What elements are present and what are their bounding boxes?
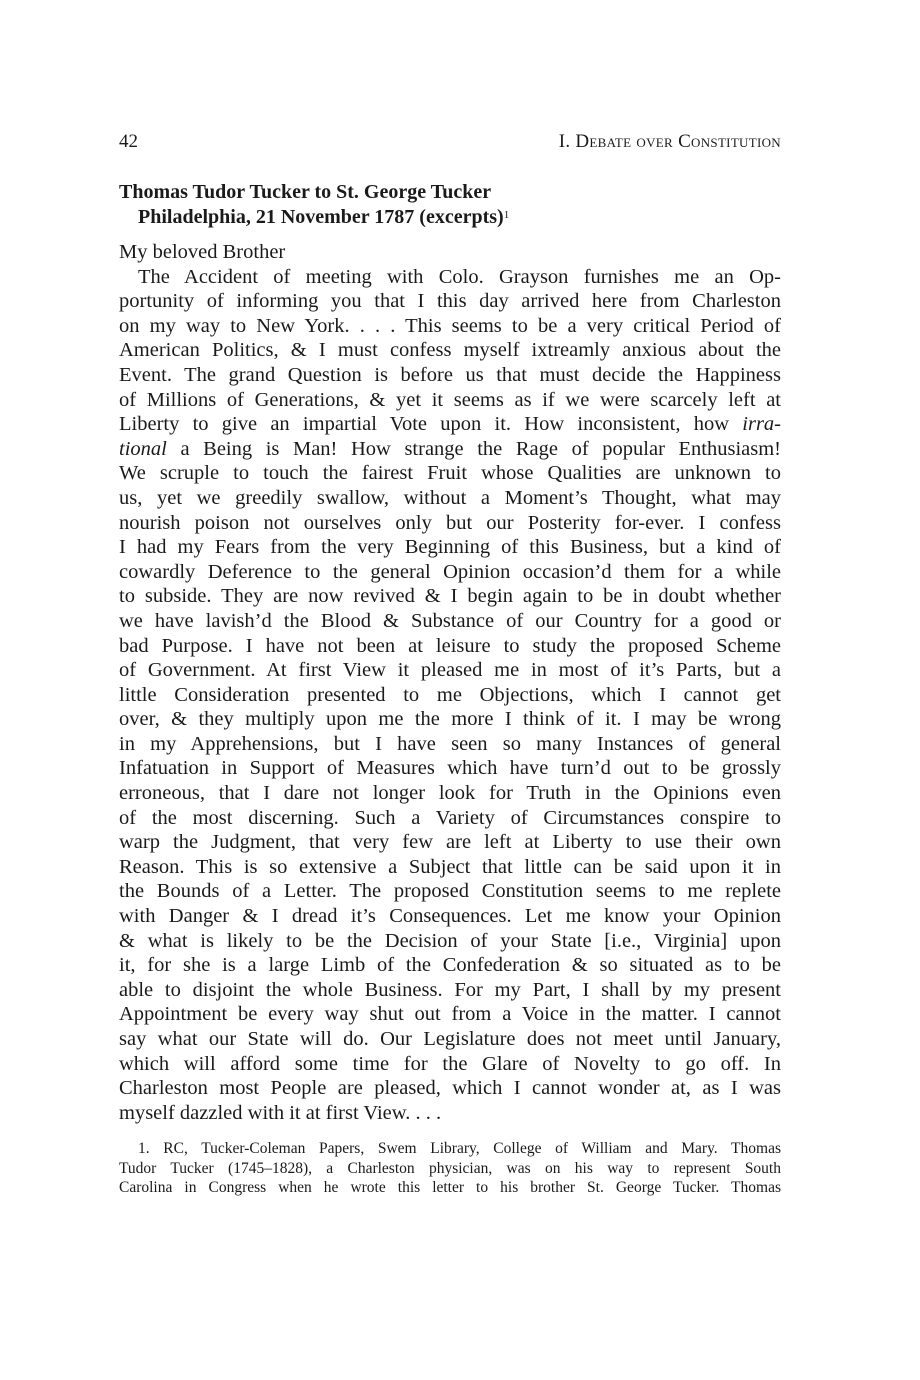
heading-line-2-text: Philadelphia, 21 November 1787 (excerpts) [138, 206, 504, 228]
running-title: I. Debate over Constitution [558, 131, 781, 152]
document-heading [119, 180, 781, 230]
footnote-line: Tudor Tucker (1745–1828), a Charleston physician, was on his way to represent South [119, 1159, 781, 1177]
body-line: portunity of informing you that I this day arrived here from Charleston [119, 290, 781, 313]
body-line: in my Apprehensions, but I have seen so many Instances of general [119, 732, 781, 755]
body-line: able to disjoint the whole Business. For my Part, I shall by my present [119, 978, 781, 1001]
body-line: Appointment be every way shut out from a Voice in the matter. I cannot [119, 1003, 781, 1026]
body-line: warp the Judgment, that very few are left at Liberty to use their own [119, 831, 781, 854]
body-line: the Bounds of a Letter. The proposed Constitution seems to me replete [119, 880, 781, 903]
body-line: The Accident of meeting with Colo. Grayson furnishes me an Op- [138, 265, 781, 288]
body-line: myself dazzled with it at first View. . . . [119, 1101, 442, 1124]
body-line: Event. The grand Question is before us that must decide the Happiness [119, 363, 781, 386]
body-line: with Danger & I dread it’s Consequences. Let me know your Opinion [119, 905, 781, 928]
body-line: & what is likely to be the Decision of your State [i.e., Virginia] upon [119, 929, 781, 952]
footnote-line: Carolina in Congress when he wrote this letter to his brother St. George Tucker. Thomas [119, 1179, 781, 1197]
body-line: Reason. This is so extensive a Subject that little can be said upon it in [119, 855, 781, 878]
body-line: nourish poison not ourselves only but our Posterity for-ever. I confess [119, 511, 781, 534]
body-line: bad Purpose. I have not been at leisure to study the proposed Scheme [119, 634, 781, 657]
letter-body [119, 265, 781, 1126]
body-line: Charleston most People are pleased, which I cannot wonder at, as I was [119, 1077, 781, 1100]
body-line: on my way to New York. . . . This seems to be a very critical Period of [119, 314, 781, 337]
body-line: of the most discerning. Such a Variety of Circumstances conspire to [119, 806, 781, 829]
running-head [119, 130, 781, 154]
body-line: Liberty to give an impartial Vote upon it. How inconsistent, how irra- [119, 413, 781, 436]
body-line: tional a Being is Man! How strange the Rage of popular Enthusiasm! [119, 437, 781, 460]
body-line: We scruple to touch the fairest Fruit whose Qualities are unknown to [119, 462, 781, 485]
salutation: My beloved Brother [119, 241, 286, 263]
body-line: us, yet we greedily swallow, without a Moment’s Thought, what may [119, 486, 781, 509]
body-line: American Politics, & I must confess myself ixtreamly anxious about the [119, 339, 781, 362]
body-line: little Consideration presented to me Objections, which I cannot get [119, 683, 781, 706]
body-line: I had my Fears from the very Beginning of this Business, but a kind of [119, 536, 781, 559]
body-line: of Government. At first View it pleased me in most of it’s Parts, but a [119, 659, 781, 682]
page-number: 42 [119, 131, 138, 152]
body-line: we have lavish’d the Blood & Substance of our Country for a good or [119, 609, 781, 632]
footnote-reference[interactable]: 1 [503, 209, 510, 221]
body-line: which will afford some time for the Glare of Novelty to go off. In [119, 1052, 781, 1075]
page [119, 130, 781, 1198]
body-line: to subside. They are now revived & I begin again to be in doubt whether [119, 585, 781, 608]
body-line: it, for she is a large Limb of the Confederation & so situated as to be [119, 954, 781, 977]
body-line: over, & they multiply upon me the more I think of it. I may be wrong [119, 708, 781, 731]
body-line: say what our State will do. Our Legislature does not meet until January, [119, 1028, 781, 1050]
heading-line-1: Thomas Tudor Tucker to St. George Tucker [119, 181, 492, 203]
body-line: of Millions of Generations, & yet it seems as if we were scarcely left at [119, 388, 781, 411]
body-line: cowardly Deference to the general Opinion occasion’d them for a while [119, 560, 781, 583]
heading-line-2 [119, 205, 781, 230]
body-line: Infatuation in Support of Measures which have turn’d out to be grossly [119, 757, 781, 780]
body-line: erroneous, that I dare not longer look for Truth in the Opinions even [119, 782, 781, 805]
footnote-line: 1. RC, Tucker-Coleman Papers, Swem Library, College of William and Mary. Thomas [138, 1140, 781, 1158]
footnote [119, 1139, 781, 1198]
